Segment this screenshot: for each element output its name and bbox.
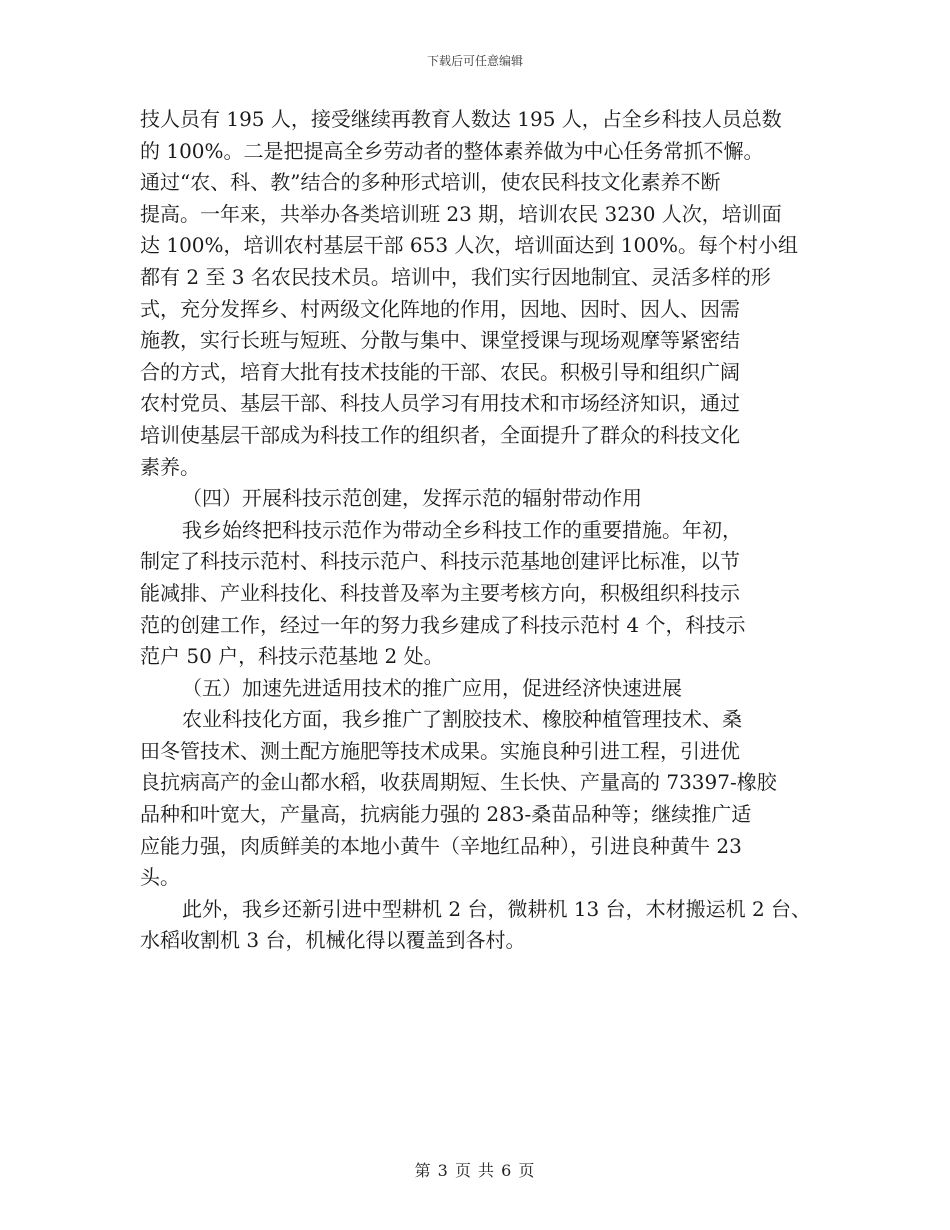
text-line: 我乡始终把科技示范作为带动全乡科技工作的重要措施。年初， [182,517,742,542]
text-line: 都有 2 至 3 名农民技术员。培训中，我们实行因地制宜、灵活多样的形 [140,264,771,289]
text-line: 素养。 [140,454,200,479]
text-line: 合的方式，培育大批有技术技能的干部、农民。积极引导和组织广阔 [140,359,740,384]
text-line: 提高。一年来，共举办各类培训班 23 期，培训农民 3230 人次，培训面 [140,201,782,226]
text-line: 此外，我乡还新引进中型耕机 2 台，微耕机 13 台，木材搬运机 2 台、 [182,896,812,921]
text-line: 品种和叶宽大，产量高，抗病能力强的 283-桑苗品种等；继续推广适 [140,802,752,827]
text-line: 头。 [140,865,180,890]
text-line: 能减排、产业科技化、科技普及率为主要考核方向，积极组织科技示 [140,580,740,605]
body-text [140,104,820,957]
text-line: （四）开展科技示范创建，发挥示范的辐射带动作用 [182,486,642,511]
text-line: 水稻收割机 3 台，机械化得以覆盖到各村。 [140,928,526,953]
page-header: 下载后可任意编辑 [426,54,523,68]
text-line: 范的创建工作，经过一年的努力我乡建成了科技示范村 4 个，科技示 [140,612,746,637]
text-line: 通过“农、科、教”结合的多种形式培训，使农民科技文化素养不断 [140,170,721,195]
text-line: 范户 50 户，科技示范基地 2 处。 [140,644,444,669]
text-line: 制定了科技示范村、科技示范户、科技示范基地创建评比标准，以节 [140,549,740,574]
text-line: 技人员有 195 人，接受继续再教育人数达 195 人，占全乡科技人员总数 [140,107,782,131]
text-line: 田冬管技术、测土配方施肥等技术成果。实施良种引进工程，引进优 [140,738,740,763]
text-line: 达 100%，培训农村基层干部 653 人次，培训面达到 100%。每个村小组 [140,233,798,258]
text-line: 应能力强，肉质鲜美的本地小黄牛（辛地红品种），引进良种黄牛 23 [140,833,742,858]
page-footer: 第 3 页 共 6 页 [414,1161,536,1180]
text-line: 培训使基层干部成为科技工作的组织者，全面提升了群众的科技文化 [140,422,740,447]
text-line: 农村党员、基层干部、科技人员学习有用技术和市场经济知识，通过 [140,391,740,416]
text-line: 式，充分发挥乡、村两级文化阵地的作用，因地、因时、因人、因需 [140,296,740,321]
text-line: （五）加速先进适用技术的推广应用，促进经济快速进展 [182,675,682,700]
text-line: 农业科技化方面，我乡推广了割胶技术、橡胶种植管理技术、桑 [182,707,742,732]
text-line: 的 100%。二是把提高全乡劳动者的整体素养做为中心任务常抓不懈。 [140,138,764,163]
text-line: 施教，实行长班与短班、分散与集中、课堂授课与现场观摩等紧密结 [140,328,740,353]
text-line: 良抗病高产的金山都水稻，收获周期短、生长快、产量高的 73397-橡胶 [140,770,777,795]
